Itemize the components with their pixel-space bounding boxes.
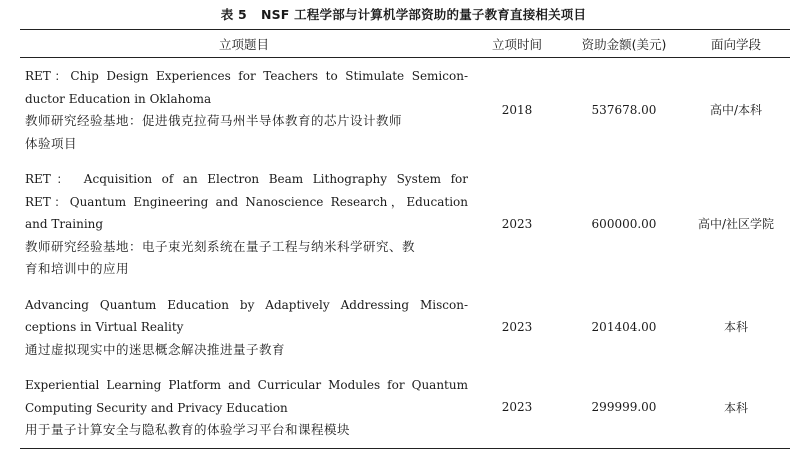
table-header-row (20, 30, 790, 58)
stage-cell: 本科 (723, 320, 748, 335)
table-row (20, 58, 790, 162)
table-row (20, 287, 790, 368)
table-caption (0, 6, 807, 24)
project-title-cn-line: 体验项目 (25, 135, 78, 151)
project-title-cell (20, 367, 468, 448)
project-title-en-line: Experiential Learning Platform and Curricular Modules for Quantum (25, 378, 468, 392)
project-title-en-line: and Training (25, 217, 104, 231)
stage-cell: 本科 (723, 400, 748, 415)
amount-cell: 201404.00 (591, 319, 657, 334)
project-title-cell (20, 58, 468, 162)
amount-cell: 299999.00 (591, 400, 657, 415)
year-cell: 2023 (501, 400, 533, 415)
table-title: NSF 工程学部与计算机学部资助的量子教育直接相关项目 (260, 7, 587, 22)
year-cell: 2023 (501, 319, 533, 334)
project-title-en-line: Computing Security and Privacy Education (25, 400, 288, 415)
table-row (20, 161, 790, 287)
project-title-cn-line: 育和培训中的应用 (25, 261, 130, 276)
project-title-cn-line: 用于量子计算安全与隐私教育的体验学习平台和课程模块 (25, 422, 351, 437)
amount-cell: 537678.00 (591, 102, 657, 117)
project-title-cell (20, 287, 468, 368)
project-title-en-line: RET：Chip Design Experiences for Teachers to Stimulate Semicon- (25, 69, 468, 83)
stage-cell: 高中/本科 (709, 103, 763, 117)
project-title-cell (20, 161, 468, 287)
project-title-en-line: RET： Acquisition of an Electron Beam Lithography System for (25, 172, 468, 186)
table-number: 表 5 (220, 7, 247, 22)
header-year: 立项时间 (491, 36, 542, 52)
project-title-en-line: ceptions in Virtual Reality (25, 320, 184, 334)
header-amount: 资助金额(美元) (581, 36, 667, 52)
project-title-en-line: RET：Quantum Engineering and Nanoscience Research，Education (25, 194, 468, 209)
project-title-cn-line: 教师研究经验基地：电子束光刻系统在量子工程与纳米科学研究、教 (25, 238, 416, 254)
project-title-en-line: ductor Education in Oklahoma (25, 91, 212, 106)
header-stage: 面向学段 (710, 36, 761, 52)
amount-cell: 600000.00 (591, 216, 657, 231)
year-cell: 2023 (501, 216, 533, 231)
header-project: 立项题目 (218, 36, 269, 52)
table-row (20, 367, 790, 448)
projects-table (20, 29, 790, 449)
project-title-en-line: Advancing Quantum Education by Adaptively Addressing Miscon- (25, 297, 468, 312)
project-title-cn-line: 教师研究经验基地：促进俄克拉荷马州半导体教育的芯片设计教师 (25, 113, 403, 128)
project-title-cn-line: 通过虚拟现实中的迷思概念解决推进量子教育 (25, 341, 286, 357)
year-cell: 2018 (501, 102, 533, 117)
stage-cell: 高中/社区学院 (697, 217, 775, 232)
